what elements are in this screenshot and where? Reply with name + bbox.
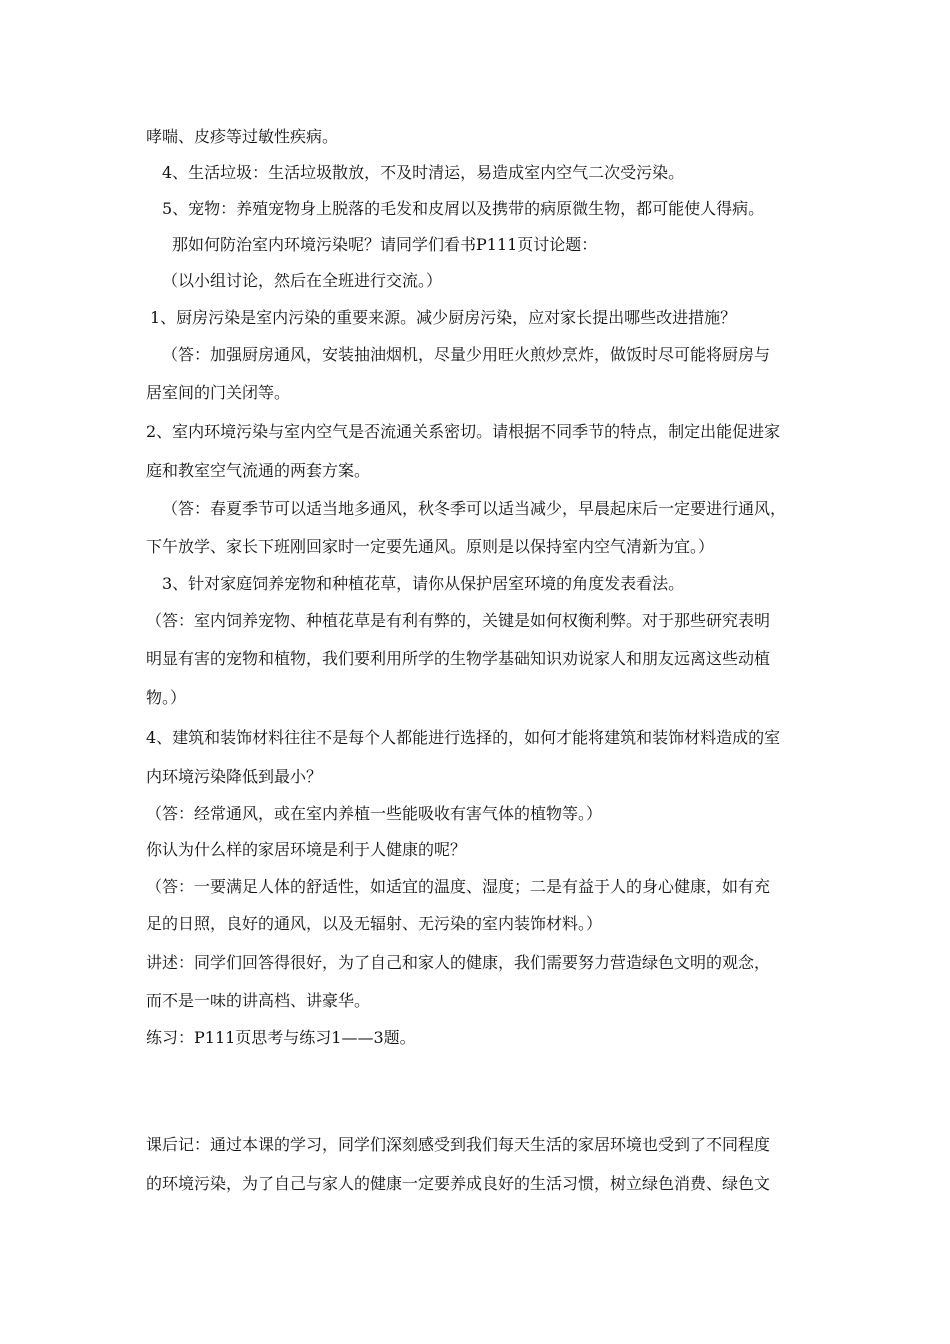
text-line: 而不是一味的讲高档、讲豪华。	[146, 991, 371, 1010]
text-line: 讲述：同学们回答得很好，为了自己和家人的健康，我们需要努力营造绿色文明的观念，	[146, 953, 771, 972]
text-line: （答：一要满足人体的舒适性，如适宜的温度、湿度；二是有益于人的身心健康，如有充	[146, 877, 771, 896]
text-line: （答：春夏季节可以适当地多通风，秋冬季可以适当减少，早晨起床后一定要进行通风，	[162, 499, 787, 518]
text-line: 练习：P111页思考与练习1——3题。	[146, 1028, 416, 1047]
text-line: 5、宠物：养殖宠物身上脱落的毛发和皮屑以及携带的病原微生物，都可能使人得病。	[162, 199, 765, 218]
text-line: 3、针对家庭饲养宠物和种植花草，请你从保护居室环境的角度发表看法。	[162, 574, 685, 593]
text-line: 足的日照，良好的通风，以及无辐射、无污染的室内装饰材料。）	[146, 914, 603, 933]
text-line: 课后记：通过本课的学习，同学们深刻感受到我们每天生活的家居环境也受到了不同程度	[146, 1135, 771, 1154]
text-line: （答：经常通风，或在室内养植一些能吸收有害气体的植物等。）	[146, 804, 603, 823]
text-line: （以小组讨论，然后在全班进行交流。）	[162, 271, 443, 290]
text-line: 1、厨房污染是室内污染的重要来源。减少厨房污染，应对家长提出哪些改进措施？	[150, 308, 737, 327]
text-line: 内环境污染降低到最小？	[146, 767, 323, 786]
text-line: 那如何防治室内环境污染呢？请同学们看书P111页讨论题：	[172, 235, 598, 254]
text-line: 居室间的门关闭等。	[146, 383, 291, 402]
text-line: 物。）	[146, 688, 187, 707]
text-line: 下午放学、家长下班刚回家时一定要先通风。原则是以保持室内空气清新为宜。）	[146, 537, 715, 556]
text-line: 庭和教室空气流通的两套方案。	[146, 461, 371, 480]
text-line: （答：加强厨房通风，安装抽油烟机，尽量少用旺火煎炒烹炸，做饭时尽可能将厨房与	[162, 345, 771, 364]
text-line: 2、室内环境污染与室内空气是否流通关系密切。请根据不同季节的特点，制定出能促进家	[146, 422, 781, 441]
text-line: 明显有害的宠物和植物，我们要利用所学的生物学基础知识劝说家人和朋友远离这些动植	[146, 649, 771, 668]
text-line: 你认为什么样的家居环境是利于人健康的呢？	[146, 840, 467, 859]
text-line: 4、生活垃圾：生活垃圾散放，不及时清运，易造成室内空气二次受污染。	[162, 163, 685, 182]
text-line: 哮喘、皮疹等过敏性疾病。	[146, 127, 339, 146]
text-line: 的环境污染，为了自己与家人的健康一定要养成良好的生活习惯，树立绿色消费、绿色文	[146, 1174, 771, 1193]
text-line: （答：室内饲养宠物、种植花草是有利有弊的，关键是如何权衡利弊。对于那些研究表明	[146, 611, 771, 630]
text-line: 4、建筑和装饰材料往往不是每个人都能进行选择的，如何才能将建筑和装饰材料造成的室	[146, 728, 781, 747]
